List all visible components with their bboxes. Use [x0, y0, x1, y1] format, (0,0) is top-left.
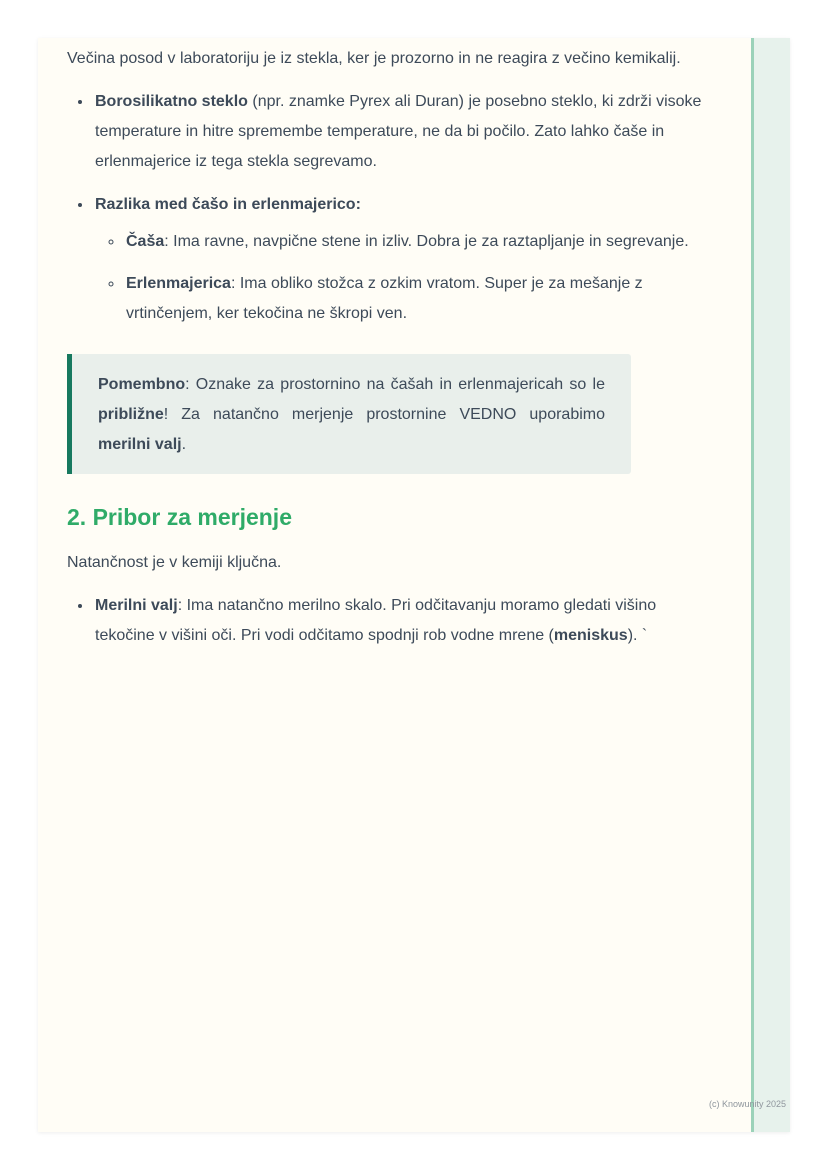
- glassware-list: [67, 87, 706, 329]
- list-item-text: Čaša: Ima ravne, navpične stene in izliv. Dobra je za raztapljanje in segrevanje.: [126, 233, 689, 250]
- section-intro-paragraph: Natančnost je v kemiji ključna.: [67, 554, 282, 571]
- section-heading: 2. Pribor za merjenje: [67, 504, 292, 530]
- document-page: [38, 38, 790, 1132]
- list-item-text: Borosilikatno steklo (npr. znamke Pyrex ali Duran) je posebno steklo, ki zdrži visoke temperature in hitre spremembe temperature, ne da bi počilo. Zato lahko čaše in erlenmajerice iz tega stekla segrevamo.: [95, 93, 702, 170]
- list-item-erlenmeyer: [124, 269, 706, 329]
- list-item-text: Erlenmajerica: Ima obliko stožca z ozkim vratom. Super je za mešanje z vrtinčenjem, ker tekočina ne škropi ven.: [126, 275, 643, 322]
- document-content: [38, 38, 790, 651]
- copyright-note: (c) Knowunity 2025: [708, 1099, 786, 1109]
- list-item-measuring-cylinder: [93, 591, 706, 651]
- callout-text: Pomembno: Oznake za prostornino na čašah in erlenmajericah so le približne! Za natančno merjenje prostornine VEDNO uporabimo merilni valj.: [98, 376, 605, 453]
- important-callout: [67, 354, 631, 474]
- difference-sublist: [95, 227, 706, 329]
- list-item-beaker: [124, 227, 706, 257]
- list-item-difference: [93, 190, 706, 329]
- intro-paragraph: Večina posod v laboratoriju je iz stekla, ker je prozorno in ne reagira z večino kemikalij.: [67, 50, 681, 67]
- list-item-text: Razlika med čašo in erlenmajerico:: [95, 196, 361, 213]
- list-item-borosilicate: [93, 87, 706, 177]
- measuring-list: [67, 591, 706, 651]
- list-item-text: Merilni valj: Ima natančno merilno skalo. Pri odčitavanju moramo gledati višino tekočine v višini oči. Pri vodi odčitamo spodnji rob vodne mrene (meniskus). `: [95, 597, 657, 644]
